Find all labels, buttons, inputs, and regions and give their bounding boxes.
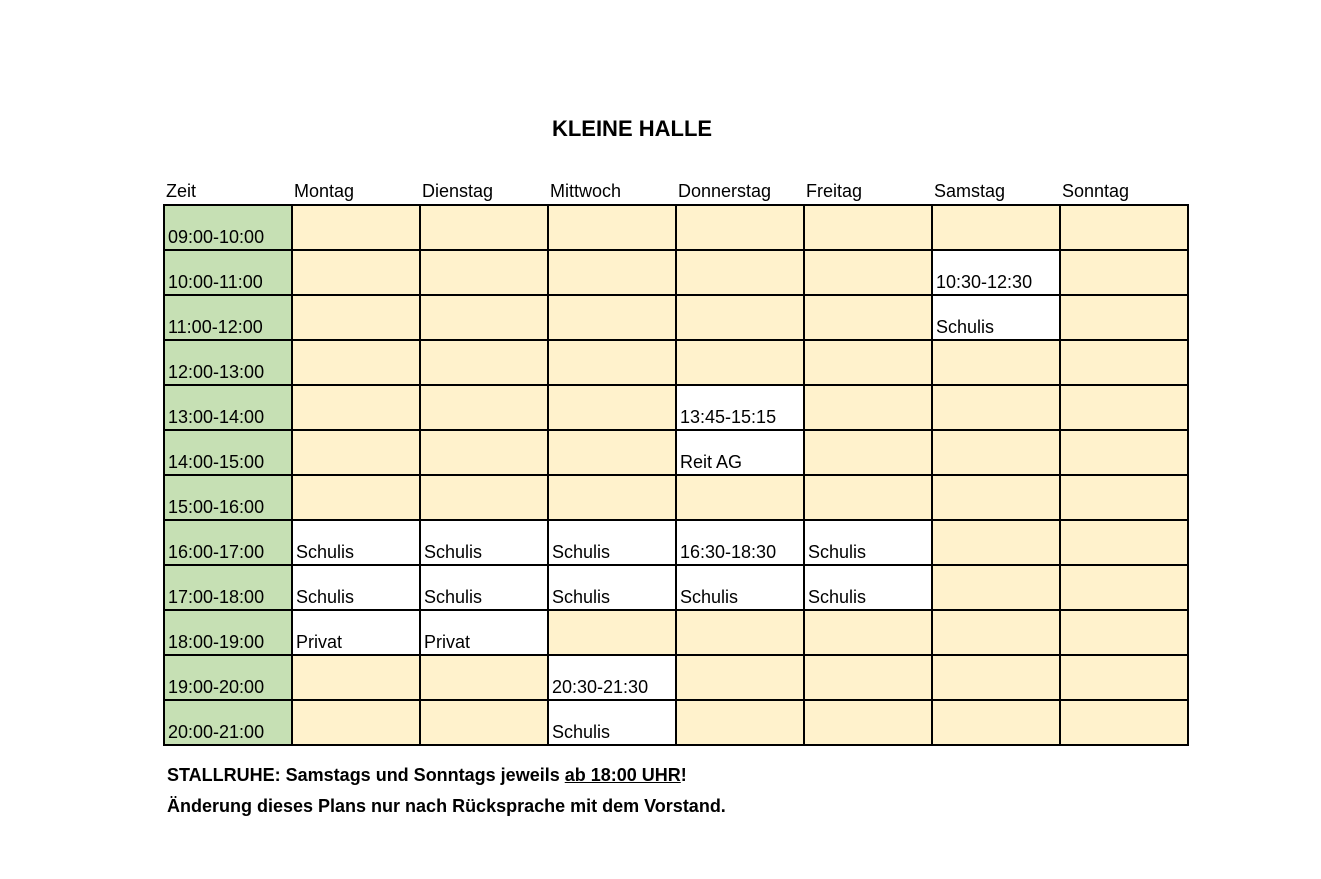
schedule-row: [164, 430, 1188, 475]
change-note: Änderung dieses Plans nur nach Rücksprache mit dem Vorstand.: [167, 796, 726, 816]
slot-samstag: [932, 385, 1060, 430]
schedule-row: [164, 565, 1188, 610]
slot-dienstag: [420, 700, 548, 745]
time-slot-cell: 16:00-17:00: [164, 520, 292, 565]
slot-donnerstag: [676, 250, 804, 295]
slot-sonntag: [1060, 430, 1188, 475]
slot-mittwoch: [548, 250, 676, 295]
slot-montag: [292, 385, 420, 430]
slot-donnerstag: 16:30-18:30: [676, 520, 804, 565]
slot-sonntag: [1060, 340, 1188, 385]
slot-mittwoch: Schulis: [548, 700, 676, 745]
schedule-row: [164, 385, 1188, 430]
time-slot-cell: 18:00-19:00: [164, 610, 292, 655]
slot-dienstag: Schulis: [420, 565, 548, 610]
slot-mittwoch: 20:30-21:30: [548, 655, 676, 700]
time-slot-cell: 17:00-18:00: [164, 565, 292, 610]
slot-montag: [292, 700, 420, 745]
slot-mittwoch: [548, 385, 676, 430]
schedule-row: [164, 475, 1188, 520]
footer-notes: [167, 760, 726, 822]
slot-mittwoch: Schulis: [548, 565, 676, 610]
slot-samstag: [932, 475, 1060, 520]
page-title: KLEINE HALLE: [551, 116, 713, 141]
schedule-table: [163, 204, 1189, 746]
slot-freitag: [804, 340, 932, 385]
slot-dienstag: [420, 295, 548, 340]
slot-donnerstag: [676, 295, 804, 340]
schedule-row: [164, 295, 1188, 340]
time-slot-cell: 15:00-16:00: [164, 475, 292, 520]
slot-freitag: [804, 475, 932, 520]
column-header-donnerstag: Donnerstag: [678, 181, 772, 201]
schedule-row: [164, 610, 1188, 655]
slot-dienstag: [420, 385, 548, 430]
time-slot-cell: 10:00-11:00: [164, 250, 292, 295]
slot-freitag: [804, 700, 932, 745]
slot-sonntag: [1060, 565, 1188, 610]
slot-samstag: [932, 430, 1060, 475]
slot-samstag: [932, 565, 1060, 610]
slot-samstag: [932, 520, 1060, 565]
column-header-dienstag: Dienstag: [422, 181, 494, 201]
slot-mittwoch: [548, 205, 676, 250]
slot-sonntag: [1060, 700, 1188, 745]
slot-freitag: Schulis: [804, 565, 932, 610]
slot-freitag: [804, 295, 932, 340]
slot-donnerstag: Reit AG: [676, 430, 804, 475]
column-header-freitag: Freitag: [806, 181, 863, 201]
slot-sonntag: [1060, 655, 1188, 700]
time-slot-cell: 19:00-20:00: [164, 655, 292, 700]
slot-montag: [292, 340, 420, 385]
slot-donnerstag: [676, 205, 804, 250]
schedule-row: [164, 340, 1188, 385]
slot-montag: [292, 430, 420, 475]
slot-samstag: [932, 610, 1060, 655]
time-slot-cell: 12:00-13:00: [164, 340, 292, 385]
slot-freitag: [804, 205, 932, 250]
stallruhe-time: ab 18:00 UHR: [564, 765, 681, 785]
slot-sonntag: [1060, 295, 1188, 340]
slot-donnerstag: 13:45-15:15: [676, 385, 804, 430]
slot-freitag: [804, 610, 932, 655]
slot-freitag: [804, 430, 932, 475]
slot-samstag: [932, 655, 1060, 700]
slot-montag: Schulis: [292, 520, 420, 565]
slot-donnerstag: [676, 700, 804, 745]
slot-samstag: [932, 340, 1060, 385]
slot-mittwoch: [548, 610, 676, 655]
slot-freitag: [804, 385, 932, 430]
column-header-samstag: Samstag: [934, 181, 1006, 201]
slot-donnerstag: [676, 610, 804, 655]
slot-mittwoch: [548, 430, 676, 475]
slot-samstag: 10:30-12:30: [932, 250, 1060, 295]
slot-freitag: Schulis: [804, 520, 932, 565]
slot-sonntag: [1060, 205, 1188, 250]
slot-samstag: [932, 700, 1060, 745]
slot-dienstag: Privat: [420, 610, 548, 655]
slot-montag: [292, 250, 420, 295]
slot-donnerstag: [676, 340, 804, 385]
column-header-sonntag: Sonntag: [1062, 181, 1130, 201]
slot-mittwoch: [548, 340, 676, 385]
slot-sonntag: [1060, 385, 1188, 430]
slot-dienstag: [420, 340, 548, 385]
slot-sonntag: [1060, 250, 1188, 295]
slot-montag: Schulis: [292, 565, 420, 610]
stallruhe-note: STALLRUHE: Samstags und Sonntags jeweils ab 18:00 UHR!: [167, 765, 687, 785]
schedule-row: [164, 520, 1188, 565]
time-slot-cell: 11:00-12:00: [164, 295, 292, 340]
time-slot-cell: 13:00-14:00: [164, 385, 292, 430]
column-header-zeit: Zeit: [166, 181, 197, 201]
slot-donnerstag: [676, 655, 804, 700]
slot-montag: [292, 475, 420, 520]
slot-samstag: Schulis: [932, 295, 1060, 340]
schedule-row: [164, 655, 1188, 700]
column-header-mittwoch: Mittwoch: [550, 181, 622, 201]
slot-sonntag: [1060, 520, 1188, 565]
slot-dienstag: [420, 205, 548, 250]
slot-dienstag: [420, 475, 548, 520]
slot-sonntag: [1060, 475, 1188, 520]
schedule-row: [164, 250, 1188, 295]
column-header-montag: Montag: [294, 181, 355, 201]
slot-dienstag: [420, 655, 548, 700]
slot-freitag: [804, 655, 932, 700]
slot-samstag: [932, 205, 1060, 250]
slot-montag: [292, 205, 420, 250]
slot-sonntag: [1060, 610, 1188, 655]
time-slot-cell: 14:00-15:00: [164, 430, 292, 475]
time-slot-cell: 20:00-21:00: [164, 700, 292, 745]
schedule-row: [164, 700, 1188, 745]
schedule-row: [164, 205, 1188, 250]
slot-donnerstag: Schulis: [676, 565, 804, 610]
slot-donnerstag: [676, 475, 804, 520]
slot-montag: [292, 295, 420, 340]
slot-mittwoch: [548, 295, 676, 340]
slot-freitag: [804, 250, 932, 295]
slot-mittwoch: [548, 475, 676, 520]
slot-montag: Privat: [292, 610, 420, 655]
slot-dienstag: [420, 430, 548, 475]
slot-montag: [292, 655, 420, 700]
slot-dienstag: [420, 250, 548, 295]
time-slot-cell: 09:00-10:00: [164, 205, 292, 250]
slot-dienstag: Schulis: [420, 520, 548, 565]
slot-mittwoch: Schulis: [548, 520, 676, 565]
